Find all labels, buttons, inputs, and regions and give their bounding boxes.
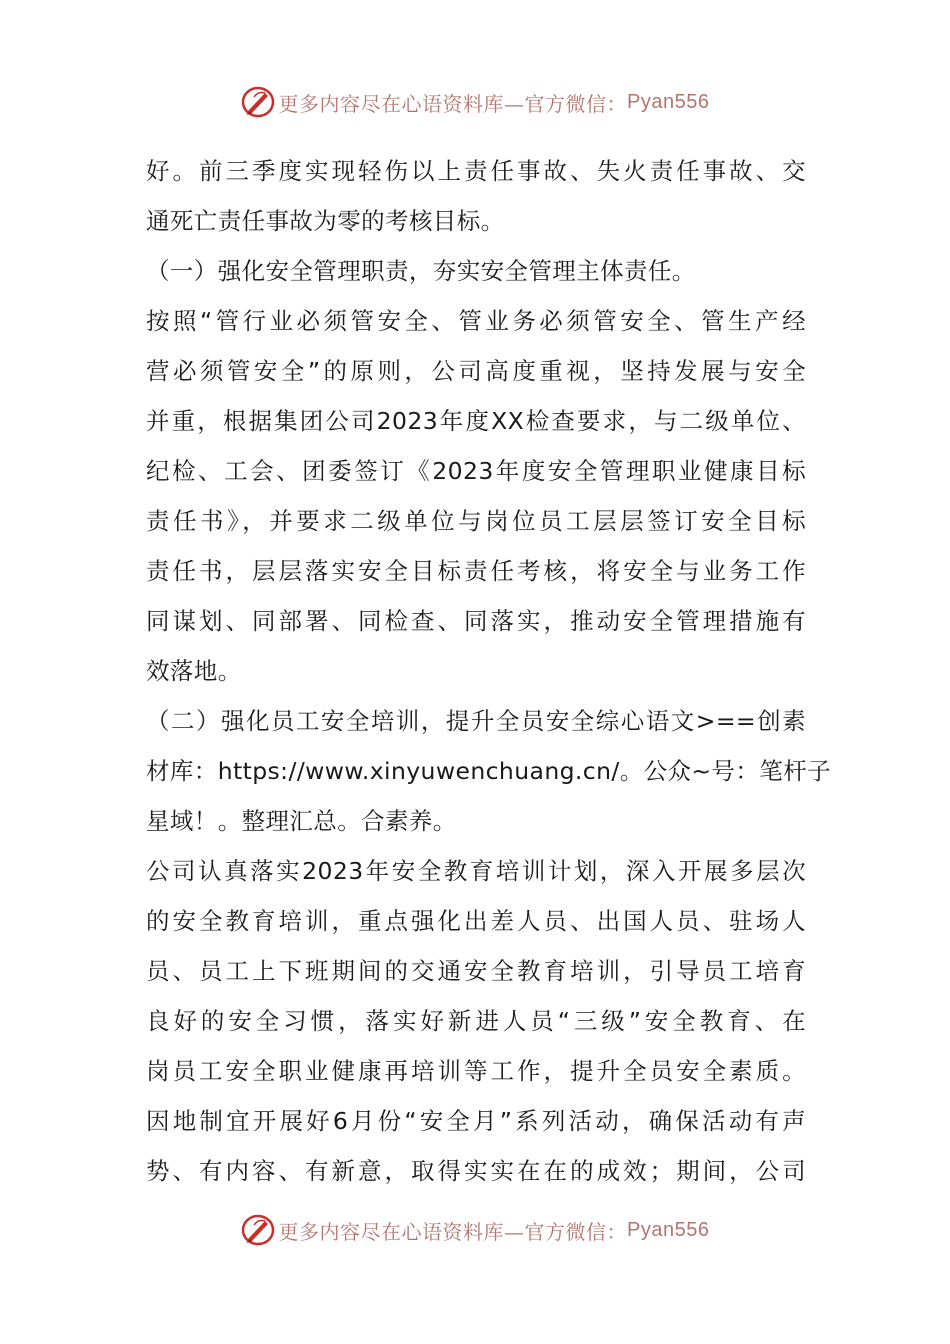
- body-line: 同谋划、同部署、同检查、同落实，推动安全管理措施有: [146, 607, 806, 635]
- body-line: 材库：https://www.xinyuwenchuang.cn/。公众~号：笔杆子: [146, 757, 832, 785]
- body-line: 良好的安全习惯，落实好新进人员“三级”安全教育、在: [146, 1007, 806, 1035]
- section-heading: （二）强化员工安全培训，提升全员安全综心语文>==创素: [146, 707, 806, 735]
- body-line: 纪检、工会、团委签订《2023年度安全管理职业健康目标: [146, 457, 806, 485]
- body-line: 责任书，层层落实安全目标责任考核，将安全与业务工作: [146, 557, 806, 585]
- header-watermark: [0, 82, 950, 122]
- body-line: 公司认真落实2023年安全教育培训计划，深入开展多层次: [146, 857, 806, 885]
- watermark-wechat-id: Pyan556: [627, 90, 710, 113]
- body-line: 员、员工上下班期间的交通安全教育培训，引导员工培育: [146, 957, 806, 985]
- body-line: 因地制宜开展好6月份“安全月”系列活动，确保活动有声: [146, 1107, 806, 1135]
- body-line: 好。前三季度实现轻伤以上责任事故、失火责任事故、交: [146, 157, 806, 185]
- body-line: 并重，根据集团公司2023年度XX检查要求，与二级单位、: [146, 407, 806, 435]
- body-line: 营必须管安全”的原则，公司高度重视，坚持发展与安全: [146, 357, 806, 385]
- body-line: 责任书》，并要求二级单位与岗位员工层层签订安全目标: [146, 507, 806, 535]
- body-line: 按照“管行业必须管安全、管业务必须管安全、管生产经: [146, 307, 806, 335]
- body-line: 势、有内容、有新意，取得实实在在的成效；期间，公司: [146, 1157, 806, 1185]
- section-heading: （一）强化安全管理职责，夯实安全管理主体责任。: [146, 257, 696, 285]
- body-line: 通死亡责任事故为零的考核目标。: [146, 207, 505, 235]
- body-line: 岗员工安全职业健康再培训等工作，提升全员安全素质。: [146, 1057, 806, 1085]
- document-body: [146, 146, 832, 1196]
- watermark-text: 更多内容尽在心语资料库—官方微信：: [278, 91, 628, 116]
- body-line: 效落地。: [146, 657, 242, 685]
- footer-watermark: [0, 1210, 950, 1250]
- body-line: 的安全教育培训，重点强化出差人员、出国人员、驻场人: [146, 907, 806, 935]
- watermark-wechat-id: Pyan556: [627, 1218, 710, 1241]
- body-line: 星域！。整理汇总。合素养。: [146, 807, 457, 835]
- pen-logo-icon: [241, 85, 275, 119]
- watermark-text: 更多内容尽在心语资料库—官方微信：: [278, 1219, 628, 1244]
- pen-logo-icon: [241, 1213, 275, 1247]
